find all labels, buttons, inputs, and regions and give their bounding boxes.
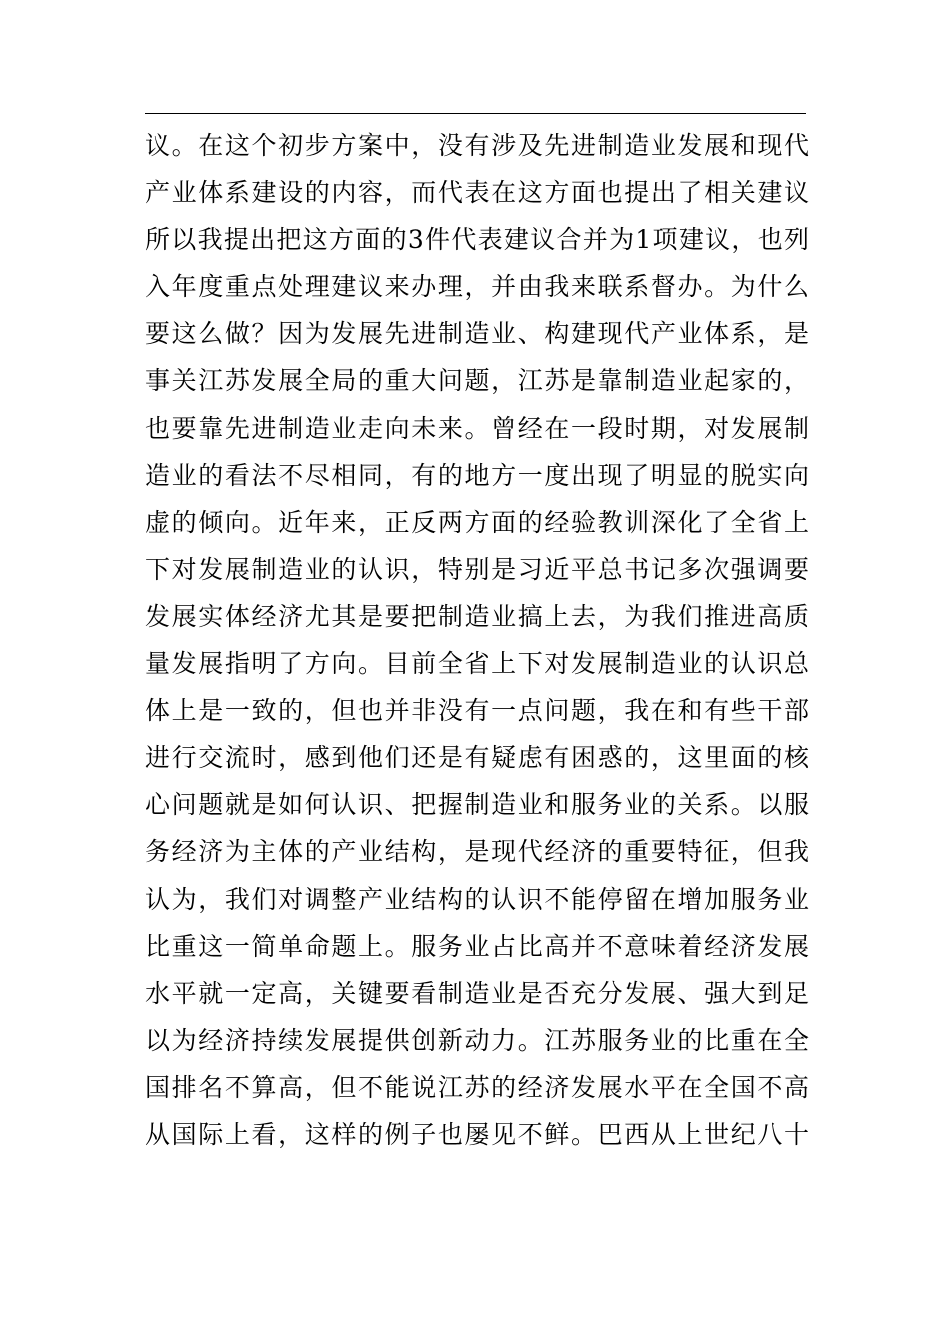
text-line: 体上是一致的，但也并非没有一点问题，我在和有些干部 <box>145 696 809 726</box>
body-paragraph <box>145 122 809 1158</box>
text-line: 量发展指明了方向。目前全省上下对发展制造业的认识总 <box>145 649 809 679</box>
text-line: 认为，我们对调整产业结构的认识不能停留在增加服务业 <box>145 884 809 914</box>
text-line: 虚的倾向。近年来，正反两方面的经验教训深化了全省上 <box>145 507 809 537</box>
header-rule <box>145 113 806 114</box>
text-line: 要这么做？因为发展先进制造业、构建现代产业体系，是 <box>145 319 809 349</box>
text-line: 国排名不算高，但不能说江苏的经济发展水平在全国不高 <box>145 1072 809 1102</box>
text-line: 以为经济持续发展提供创新动力。江苏服务业的比重在全 <box>145 1025 809 1055</box>
text-line: 产业体系建设的内容，而代表在这方面也提出了相关建议 <box>145 178 809 208</box>
text-line: 入年度重点处理建议来办理，并由我来联系督办。为什么 <box>145 272 809 302</box>
text-line: 议。在这个初步方案中，没有涉及先进制造业发展和现代 <box>145 131 809 160</box>
text-line: 也要靠先进制造业走向未来。曾经在一段时期，对发展制 <box>145 413 809 443</box>
text-line: 从国际上看，这样的例子也屡见不鲜。巴西从上世纪八十 <box>145 1119 809 1149</box>
text-line: 水平就一定高，关键要看制造业是否充分发展、强大到足 <box>145 978 809 1008</box>
text-line: 下对发展制造业的认识，特别是习近平总书记多次强调要 <box>145 554 809 584</box>
text-line: 进行交流时，感到他们还是有疑虑有困惑的，这里面的核 <box>145 743 809 773</box>
text-line: 务经济为主体的产业结构，是现代经济的重要特征，但我 <box>145 837 809 867</box>
text-line: 事关江苏发展全局的重大问题，江苏是靠制造业起家的， <box>145 366 809 396</box>
text-line: 发展实体经济尤其是要把制造业搞上去，为我们推进高质 <box>145 601 809 631</box>
text-line: 心问题就是如何认识、把握制造业和服务业的关系。以服 <box>145 790 809 820</box>
text-line: 比重这一简单命题上。服务业占比高并不意味着经济发展 <box>145 931 809 961</box>
text-line: 所以我提出把这方面的3件代表建议合并为1项建议，也列 <box>145 225 809 255</box>
text-line: 造业的看法不尽相同，有的地方一度出现了明显的脱实向 <box>145 460 809 490</box>
